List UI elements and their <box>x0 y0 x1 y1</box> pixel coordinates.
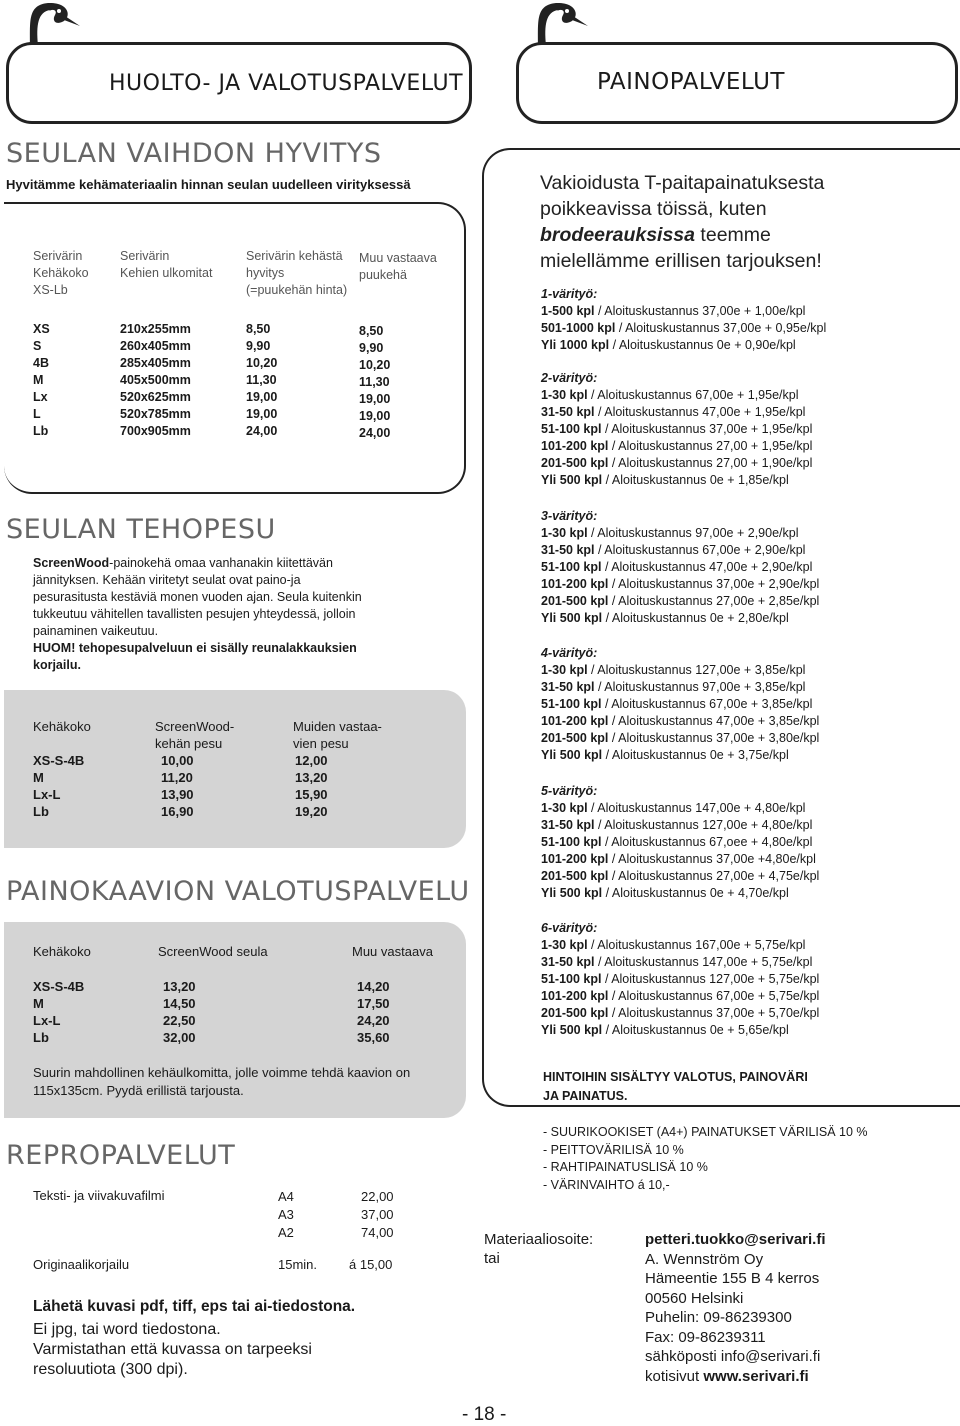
tehopesu-col-sw <box>161 752 194 820</box>
col-header-kehakoko: Serivärin Kehäkoko XS-Lb <box>33 249 89 297</box>
header-left-title: HUOLTO- JA VALOTUSPALVELUT <box>109 71 464 96</box>
repro-orig-time: 15min. <box>278 1257 318 1272</box>
heron-logo-left <box>0 0 100 45</box>
list-item: - RAHTIPAINATUSLISÄ 10 % <box>543 1160 708 1174</box>
tehopesu-col-size <box>33 752 84 820</box>
table-cell: XS <box>33 322 50 336</box>
repro-orig-price: á 15,00 <box>349 1257 393 1272</box>
table-cell: 14,20 <box>357 979 390 994</box>
table-cell: 13,90 <box>161 787 194 802</box>
painokaavio-title: PAINOKAAVION VALOTUSPALVELU <box>6 876 470 907</box>
table-cell: 700x905mm <box>120 424 191 438</box>
includes-note: HINTOIHIN SISÄLTYY VALOTUS, PAINOVÄRI JA PAINATUS. <box>543 1070 808 1103</box>
price-group-2: 2-värityö: 1-30 kpl / Aloituskustannus 67,00e + 1,95e/kpl 31-50 kpl / Aloituskustannus 47,00e + 1,95e/kpl 51-100 kpl / Aloituskustannus 37,00e + 1,95e/kpl 101-200 kpl / Aloituskustannus 27,00 + 1,95e/kpl 201-500 kpl / Aloituskustannus 27,00 + 1,90e/kpl Yli 500 kpl / Aloituskustannus 0e + 1,85e/kpl <box>541 371 813 487</box>
table-cell: M <box>33 373 44 387</box>
painokaavio-note: Suurin mahdollinen kehäulkomitta, jolle voimme tehdä kaavion on 115x135cm. Pyydä erillistä tarjousta. <box>33 1065 411 1098</box>
table-cell: L <box>33 407 41 421</box>
table-cell: 37,00 <box>361 1207 394 1222</box>
price-group-1: 1-värityö: 1-500 kpl / Aloituskustannus 37,00e + 1,00e/kpl 501-1000 kpl / Aloituskustannus 37,00e + 0,95e/kpl Yli 1000 kpl / Aloituskustannus 0e + 0,90e/kpl <box>541 287 827 352</box>
contact-address: petteri.tuokko@serivari.fi A. Wennström Oy Hämeentie 155 B 4 kerros 00560 Helsinki Puhelin: 09-86239300 Fax: 09-86239311 sähköposti info@serivari.fi kotisivut www.serivari.fi <box>645 1231 826 1385</box>
table-cell: Lb <box>33 804 49 819</box>
hyvitys-col-dims <box>120 321 191 440</box>
table-cell: 19,20 <box>295 804 328 819</box>
heron-logo-right <box>508 0 608 45</box>
hyvitys-col-size <box>33 321 50 440</box>
table-cell: A4 <box>278 1189 294 1204</box>
repro-orig-label: Originaalikorjailu <box>33 1257 130 1272</box>
table-cell: 405x500mm <box>120 373 191 387</box>
painokaavio-col-other <box>357 978 390 1046</box>
table-cell: 12,00 <box>295 753 328 768</box>
painopalvelut-intro: Vakioidusta T-paitapainatuksesta poikkeavissa töissä, kuten brodeerauksissa teemme mielellämme erillisen tarjouksen! <box>540 172 825 272</box>
table-cell: 11,30 <box>246 373 277 387</box>
tehopesu-header-screenwood: ScreenWood- kehän pesu <box>155 719 235 751</box>
table-cell: 11,20 <box>161 770 193 785</box>
price-group-3: 3-värityö: 1-30 kpl / Aloituskustannus 97,00e + 2,90e/kpl 31-50 kpl / Aloituskustannus 67,00e + 2,90e/kpl 51-100 kpl / Aloituskustannus 47,00e + 2,90e/kpl 101-200 kpl / Aloituskustannus 37,00e + 2,90e/kpl 201-500 kpl / Aloituskustannus 27,00e + 2,85e/kpl Yli 500 kpl / Aloituskustannus 0e + 2,80e/kpl <box>541 509 820 625</box>
table-cell: Lx <box>33 390 48 404</box>
table-cell: 22,00 <box>361 1189 394 1204</box>
table-cell: 35,60 <box>357 1030 390 1045</box>
table-cell: XS-S-4B <box>33 753 85 768</box>
table-cell: A2 <box>278 1225 294 1240</box>
table-cell: 13,20 <box>295 770 328 785</box>
table-cell: 19,00 <box>359 409 391 423</box>
price-group-4: 4-värityö: 1-30 kpl / Aloituskustannus 127,00e + 3,85e/kpl 31-50 kpl / Aloituskustannus 97,00e + 3,85e/kpl 51-100 kpl / Aloituskustannus 67,00e + 3,85e/kpl 101-200 kpl / Aloituskustannus 47,00e + 3,85e/kpl 201-500 kpl / Aloituskustannus 37,00e + 3,80e/kpl Yli 500 kpl / Aloituskustannus 0e + 3,75e/kpl <box>541 646 820 762</box>
surcharges-list <box>543 1124 868 1194</box>
table-cell: 24,00 <box>359 426 391 440</box>
intro-emphasis: brodeerauksissa <box>540 224 696 246</box>
tehopesu-title: SEULAN TEHOPESU <box>6 514 276 545</box>
table-cell: 285x405mm <box>120 356 191 370</box>
tehopesu-col-other <box>295 752 328 820</box>
tehopesu-paragraph: ScreenWood-painokehä omaa vanhanakin kiitettävän jännityksen. Kehään viritetyt seulat ovat paino-ja pesurasitusta kestäviä monen vuoden ajan. Seula kuitenkin tukkeutuu vähitellen tavallisten pesujen yhteydessä, jolloin painaminen vaikeutuu. HUOM! tehopesupalveluun ei sisälly reunalakkauksien korjailu. <box>33 555 373 674</box>
page-number: - 18 - <box>462 1404 507 1425</box>
table-cell: Lx-L <box>33 1013 61 1028</box>
repro-title: REPROPALVELUT <box>6 1140 236 1171</box>
col-header-ulkomitat: Serivärin Kehien ulkomitat <box>120 249 213 280</box>
list-item: - VÄRINVAIHTO á 10,- <box>543 1177 670 1192</box>
table-cell: 11,30 <box>359 375 390 389</box>
repro-send-lines: Ei jpg, tai word tiedostona. Varmistathan että kuvassa on tarpeeksi resoluutiota (300 dpi). <box>33 1321 312 1378</box>
repro-film-sizes <box>278 1188 294 1242</box>
header-left-box <box>6 42 472 124</box>
col-header-puukeha: Muu vastaava puukehä <box>359 251 437 282</box>
painokaavio-col-sw <box>163 978 196 1046</box>
seulan-vaihdon-title: SEULAN VAIHDON HYVITYS <box>6 138 382 169</box>
hyvitys-col-credit <box>246 321 277 440</box>
table-cell: 19,00 <box>246 407 278 421</box>
header-right-title: PAINOPALVELUT <box>597 69 785 95</box>
painokaavio-header-kehakoko: Kehäkoko <box>33 944 91 959</box>
table-cell: M <box>33 996 44 1011</box>
screenwood-brand: ScreenWood <box>33 556 110 570</box>
contact-labels: Materiaaliosoite: tai <box>484 1231 594 1267</box>
col-header-hyvitys: Serivärin kehästä hyvitys (=puukehän hinta) <box>246 249 348 297</box>
table-cell: 32,00 <box>163 1030 196 1045</box>
table-cell: 10,20 <box>359 358 391 372</box>
repro-film-label: Teksti- ja viivakuvafilmi <box>33 1188 165 1203</box>
table-cell: 4B <box>33 356 49 370</box>
seulan-vaihdon-subtitle: Hyvitämme kehämateriaalin hinnan seulan uudelleen virityksessä <box>6 177 411 192</box>
table-cell: 15,90 <box>295 787 328 802</box>
tehopesu-note: HUOM! tehopesupalveluun ei sisälly reunalakkauksien korjailu. <box>33 641 357 672</box>
hyvitys-col-other <box>359 323 390 442</box>
painokaavio-header-muu: Muu vastaava <box>352 944 433 959</box>
painokaavio-col-size <box>33 978 84 1046</box>
table-cell: 8,50 <box>246 322 271 336</box>
price-group-5: 5-värityö: 1-30 kpl / Aloituskustannus 147,00e + 4,80e/kpl 31-50 kpl / Aloituskustannus 127,00e + 4,80e/kpl 51-100 kpl / Aloituskustannus 67,oee + 4,80e/kpl 101-200 kpl / Aloituskustannus 37,00e +4,80e/kpl 201-500 kpl / Aloituskustannus 27,00e + 4,75e/kpl Yli 500 kpl / Aloituskustannus 0e + 4,70e/kpl <box>541 784 820 900</box>
table-cell: 19,00 <box>359 392 391 406</box>
table-cell: 19,00 <box>246 390 278 404</box>
seulan-vaihdon-box <box>4 202 466 494</box>
table-cell: 24,00 <box>246 424 278 438</box>
table-cell: 17,50 <box>357 996 390 1011</box>
table-cell: 9,90 <box>246 339 271 353</box>
tehopesu-header-muut: Muiden vastaa- vien pesu <box>293 719 382 751</box>
repro-send-bold: Lähetä kuvasi pdf, tiff, eps tai ai-tiedostona. <box>33 1298 356 1315</box>
table-cell: 10,20 <box>246 356 278 370</box>
table-cell: 210x255mm <box>120 322 191 336</box>
list-item: - PEITTOVÄRILISÄ 10 % <box>543 1142 684 1157</box>
table-cell: 260x405mm <box>120 339 191 353</box>
table-cell: 9,90 <box>359 341 384 355</box>
table-cell: Lb <box>33 1030 49 1045</box>
table-cell: 22,50 <box>163 1013 196 1028</box>
header-right-box <box>516 42 958 124</box>
table-cell: 13,20 <box>163 979 196 994</box>
table-cell: 8,50 <box>359 324 384 338</box>
tehopesu-header-kehakoko: Kehäkoko <box>33 719 91 734</box>
table-cell: 10,00 <box>161 753 194 768</box>
table-cell: A3 <box>278 1207 294 1222</box>
table-cell: 24,20 <box>357 1013 390 1028</box>
table-cell: M <box>33 770 44 785</box>
table-cell: 520x785mm <box>120 407 191 421</box>
table-cell: 16,90 <box>161 804 194 819</box>
painokaavio-header-screenwood: ScreenWood seula <box>158 944 268 959</box>
table-cell: Lx-L <box>33 787 61 802</box>
table-cell: 74,00 <box>361 1225 394 1240</box>
table-cell: 520x625mm <box>120 390 191 404</box>
repro-film-prices <box>361 1188 394 1242</box>
table-cell: Lb <box>33 424 49 438</box>
price-group-6: 6-värityö: 1-30 kpl / Aloituskustannus 167,00e + 5,75e/kpl 31-50 kpl / Aloituskustannus 147,00e + 5,75e/kpl 51-100 kpl / Aloituskustannus 127,00e + 5,75e/kpl 101-200 kpl / Aloituskustannus 67,00e + 5,75e/kpl 201-500 kpl / Aloituskustannus 37,00e + 5,70e/kpl Yli 500 kpl / Aloituskustannus 0e + 5,65e/kpl <box>541 921 820 1037</box>
list-item: - SUURIKOOKISET (A4+) PAINATUKSET VÄRILISÄ 10 % <box>543 1125 868 1139</box>
table-cell: XS-S-4B <box>33 979 85 994</box>
table-cell: S <box>33 339 42 353</box>
contact-website: www.serivari.fi <box>703 1367 809 1385</box>
table-cell: 14,50 <box>163 996 196 1011</box>
contact-email: petteri.tuokko@serivari.fi <box>645 1231 826 1248</box>
